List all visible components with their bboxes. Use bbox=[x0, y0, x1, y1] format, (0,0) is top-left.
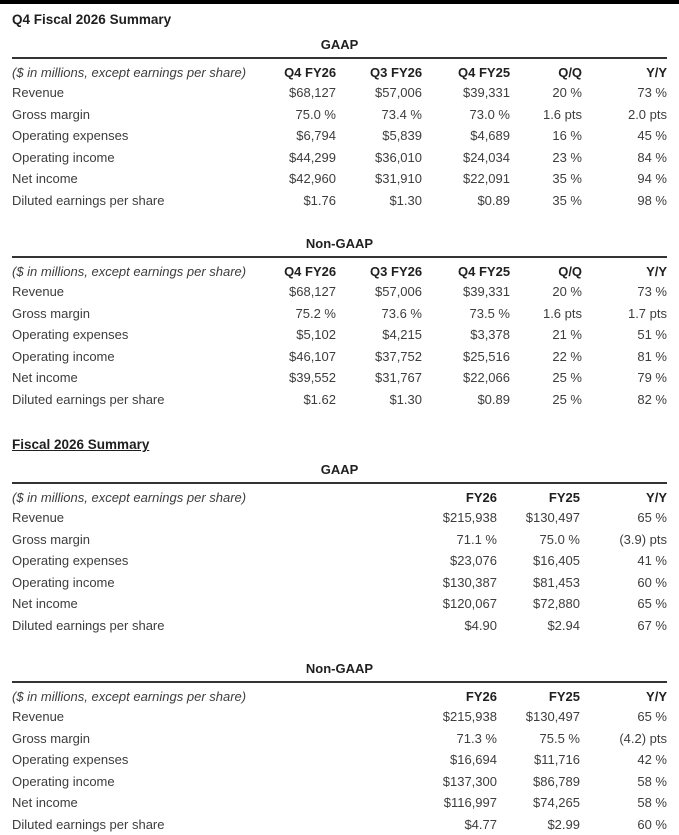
cell-value: 73.6 % bbox=[336, 306, 422, 321]
cell-value: 2.0 pts bbox=[582, 107, 667, 122]
column-header: FY26 bbox=[394, 490, 497, 505]
cell-value: 21 % bbox=[510, 327, 582, 342]
cell-value: 73.0 % bbox=[422, 107, 510, 122]
row-label: Operating income bbox=[12, 774, 394, 789]
table-note: ($ in millions, except earnings per share) bbox=[12, 490, 394, 505]
table-row bbox=[12, 771, 667, 793]
cell-value: $22,066 bbox=[422, 370, 510, 385]
row-label: Net income bbox=[12, 596, 394, 611]
cell-value: $3,378 bbox=[422, 327, 510, 342]
cell-value: $24,034 bbox=[422, 150, 510, 165]
table-q4-gaap bbox=[12, 38, 667, 211]
table-row bbox=[12, 615, 667, 637]
cell-value: 35 % bbox=[510, 171, 582, 186]
column-header: FY25 bbox=[497, 689, 580, 704]
window-top-border bbox=[0, 0, 679, 4]
table-row bbox=[12, 147, 667, 169]
cell-value: 73.4 % bbox=[336, 107, 422, 122]
row-label: Diluted earnings per share bbox=[12, 618, 394, 633]
row-label: Gross margin bbox=[12, 107, 246, 122]
table-row bbox=[12, 281, 667, 303]
cell-value: $42,960 bbox=[246, 171, 336, 186]
cell-value: $5,102 bbox=[246, 327, 336, 342]
row-label: Operating expenses bbox=[12, 553, 394, 568]
column-header: Y/Y bbox=[582, 65, 667, 80]
table-row bbox=[12, 324, 667, 346]
cell-value: $130,497 bbox=[497, 709, 580, 724]
cell-value: 58 % bbox=[580, 795, 667, 810]
cell-value: $23,076 bbox=[394, 553, 497, 568]
table-row bbox=[12, 814, 667, 835]
row-label: Revenue bbox=[12, 709, 394, 724]
cell-value: $46,107 bbox=[246, 349, 336, 364]
cell-value: $39,331 bbox=[422, 85, 510, 100]
cell-value: $74,265 bbox=[497, 795, 580, 810]
cell-value: $4,689 bbox=[422, 128, 510, 143]
cell-value: 41 % bbox=[580, 553, 667, 568]
cell-value: $6,794 bbox=[246, 128, 336, 143]
cell-value: $39,552 bbox=[246, 370, 336, 385]
cell-value: $31,767 bbox=[336, 370, 422, 385]
row-label: Diluted earnings per share bbox=[12, 193, 246, 208]
cell-value: 25 % bbox=[510, 370, 582, 385]
cell-value: $215,938 bbox=[394, 709, 497, 724]
column-header: Q4 FY26 bbox=[246, 65, 336, 80]
table-heading: GAAP bbox=[12, 38, 667, 59]
cell-value: $68,127 bbox=[246, 85, 336, 100]
cell-value: 1.6 pts bbox=[510, 107, 582, 122]
column-header: Q/Q bbox=[510, 264, 582, 279]
cell-value: 71.3 % bbox=[394, 731, 497, 746]
cell-value: 73 % bbox=[582, 284, 667, 299]
cell-value: $215,938 bbox=[394, 510, 497, 525]
column-header: Q4 FY25 bbox=[422, 264, 510, 279]
row-label: Gross margin bbox=[12, 731, 394, 746]
cell-value: 1.6 pts bbox=[510, 306, 582, 321]
table-heading: Non-GAAP bbox=[12, 662, 667, 683]
cell-value: 60 % bbox=[580, 817, 667, 832]
cell-value: 25 % bbox=[510, 392, 582, 407]
table-row bbox=[12, 792, 667, 814]
cell-value: $2.94 bbox=[497, 618, 580, 633]
row-label: Operating expenses bbox=[12, 327, 246, 342]
table-header-row bbox=[12, 59, 667, 82]
cell-value: 42 % bbox=[580, 752, 667, 767]
table-row bbox=[12, 125, 667, 147]
cell-value: $1.30 bbox=[336, 193, 422, 208]
column-header: Y/Y bbox=[582, 264, 667, 279]
cell-value: $2.99 bbox=[497, 817, 580, 832]
section-title-fiscal-summary: Fiscal 2026 Summary bbox=[12, 436, 667, 453]
row-label: Operating income bbox=[12, 575, 394, 590]
cell-value: 60 % bbox=[580, 575, 667, 590]
document-body bbox=[0, 11, 679, 835]
cell-value: $37,752 bbox=[336, 349, 422, 364]
cell-value: 20 % bbox=[510, 284, 582, 299]
table-header-row bbox=[12, 683, 667, 706]
column-header: Q3 FY26 bbox=[336, 264, 422, 279]
cell-value: $137,300 bbox=[394, 774, 497, 789]
row-label: Gross margin bbox=[12, 306, 246, 321]
cell-value: (3.9) pts bbox=[580, 532, 667, 547]
row-label: Net income bbox=[12, 171, 246, 186]
table-row bbox=[12, 507, 667, 529]
cell-value: 20 % bbox=[510, 85, 582, 100]
table-heading: Non-GAAP bbox=[12, 237, 667, 258]
cell-value: $1.76 bbox=[246, 193, 336, 208]
cell-value: $31,910 bbox=[336, 171, 422, 186]
cell-value: 58 % bbox=[580, 774, 667, 789]
table-q4-non-gaap bbox=[12, 237, 667, 410]
table-row bbox=[12, 190, 667, 212]
cell-value: $120,067 bbox=[394, 596, 497, 611]
cell-value: $4,215 bbox=[336, 327, 422, 342]
column-header: Y/Y bbox=[580, 490, 667, 505]
row-label: Revenue bbox=[12, 85, 246, 100]
cell-value: 75.5 % bbox=[497, 731, 580, 746]
cell-value: $57,006 bbox=[336, 284, 422, 299]
cell-value: 23 % bbox=[510, 150, 582, 165]
cell-value: $57,006 bbox=[336, 85, 422, 100]
row-label: Operating expenses bbox=[12, 128, 246, 143]
cell-value: $11,716 bbox=[497, 752, 580, 767]
cell-value: (4.2) pts bbox=[580, 731, 667, 746]
cell-value: $72,880 bbox=[497, 596, 580, 611]
cell-value: $0.89 bbox=[422, 392, 510, 407]
cell-value: $116,997 bbox=[394, 795, 497, 810]
table-row bbox=[12, 104, 667, 126]
cell-value: $44,299 bbox=[246, 150, 336, 165]
cell-value: $81,453 bbox=[497, 575, 580, 590]
table-note: ($ in millions, except earnings per share) bbox=[12, 264, 246, 279]
cell-value: 98 % bbox=[582, 193, 667, 208]
cell-value: 1.7 pts bbox=[582, 306, 667, 321]
cell-value: 67 % bbox=[580, 618, 667, 633]
column-header: Q3 FY26 bbox=[336, 65, 422, 80]
cell-value: 73 % bbox=[582, 85, 667, 100]
cell-value: $22,091 bbox=[422, 171, 510, 186]
section-title-q4-summary: Q4 Fiscal 2026 Summary bbox=[12, 11, 667, 28]
cell-value: 94 % bbox=[582, 171, 667, 186]
table-row bbox=[12, 572, 667, 594]
table-row bbox=[12, 303, 667, 325]
cell-value: 75.2 % bbox=[246, 306, 336, 321]
cell-value: 71.1 % bbox=[394, 532, 497, 547]
row-label: Revenue bbox=[12, 284, 246, 299]
table-note: ($ in millions, except earnings per share) bbox=[12, 65, 246, 80]
cell-value: 35 % bbox=[510, 193, 582, 208]
cell-value: 16 % bbox=[510, 128, 582, 143]
cell-value: 65 % bbox=[580, 510, 667, 525]
row-label: Net income bbox=[12, 795, 394, 810]
cell-value: $4.77 bbox=[394, 817, 497, 832]
table-row bbox=[12, 389, 667, 411]
table-fiscal-non-gaap bbox=[12, 662, 667, 835]
cell-value: $130,497 bbox=[497, 510, 580, 525]
cell-value: 45 % bbox=[582, 128, 667, 143]
cell-value: 82 % bbox=[582, 392, 667, 407]
row-label: Revenue bbox=[12, 510, 394, 525]
cell-value: $1.30 bbox=[336, 392, 422, 407]
row-label: Operating income bbox=[12, 349, 246, 364]
table-row bbox=[12, 550, 667, 572]
cell-value: $16,405 bbox=[497, 553, 580, 568]
column-header: FY25 bbox=[497, 490, 580, 505]
cell-value: $68,127 bbox=[246, 284, 336, 299]
cell-value: $130,387 bbox=[394, 575, 497, 590]
cell-value: $0.89 bbox=[422, 193, 510, 208]
cell-value: 79 % bbox=[582, 370, 667, 385]
row-label: Operating income bbox=[12, 150, 246, 165]
table-row bbox=[12, 82, 667, 104]
table-row bbox=[12, 367, 667, 389]
cell-value: 22 % bbox=[510, 349, 582, 364]
cell-value: $16,694 bbox=[394, 752, 497, 767]
cell-value: 51 % bbox=[582, 327, 667, 342]
row-label: Operating expenses bbox=[12, 752, 394, 767]
table-row bbox=[12, 749, 667, 771]
column-header: Y/Y bbox=[580, 689, 667, 704]
table-row bbox=[12, 529, 667, 551]
table-row bbox=[12, 728, 667, 750]
row-label: Diluted earnings per share bbox=[12, 392, 246, 407]
table-header-row bbox=[12, 484, 667, 507]
cell-value: 73.5 % bbox=[422, 306, 510, 321]
cell-value: 75.0 % bbox=[246, 107, 336, 122]
cell-value: 65 % bbox=[580, 596, 667, 611]
row-label: Diluted earnings per share bbox=[12, 817, 394, 832]
column-header: Q4 FY25 bbox=[422, 65, 510, 80]
cell-value: $25,516 bbox=[422, 349, 510, 364]
cell-value: $5,839 bbox=[336, 128, 422, 143]
table-row bbox=[12, 346, 667, 368]
row-label: Gross margin bbox=[12, 532, 394, 547]
cell-value: 75.0 % bbox=[497, 532, 580, 547]
column-header: FY26 bbox=[394, 689, 497, 704]
table-note: ($ in millions, except earnings per share) bbox=[12, 689, 394, 704]
table-row bbox=[12, 593, 667, 615]
table-row bbox=[12, 168, 667, 190]
table-heading: GAAP bbox=[12, 463, 667, 484]
cell-value: $36,010 bbox=[336, 150, 422, 165]
cell-value: 81 % bbox=[582, 349, 667, 364]
cell-value: $39,331 bbox=[422, 284, 510, 299]
row-label: Net income bbox=[12, 370, 246, 385]
column-header: Q/Q bbox=[510, 65, 582, 80]
cell-value: $4.90 bbox=[394, 618, 497, 633]
table-header-row bbox=[12, 258, 667, 281]
column-header: Q4 FY26 bbox=[246, 264, 336, 279]
table-row bbox=[12, 706, 667, 728]
cell-value: 84 % bbox=[582, 150, 667, 165]
cell-value: 65 % bbox=[580, 709, 667, 724]
table-fiscal-gaap bbox=[12, 463, 667, 636]
cell-value: $1.62 bbox=[246, 392, 336, 407]
cell-value: $86,789 bbox=[497, 774, 580, 789]
